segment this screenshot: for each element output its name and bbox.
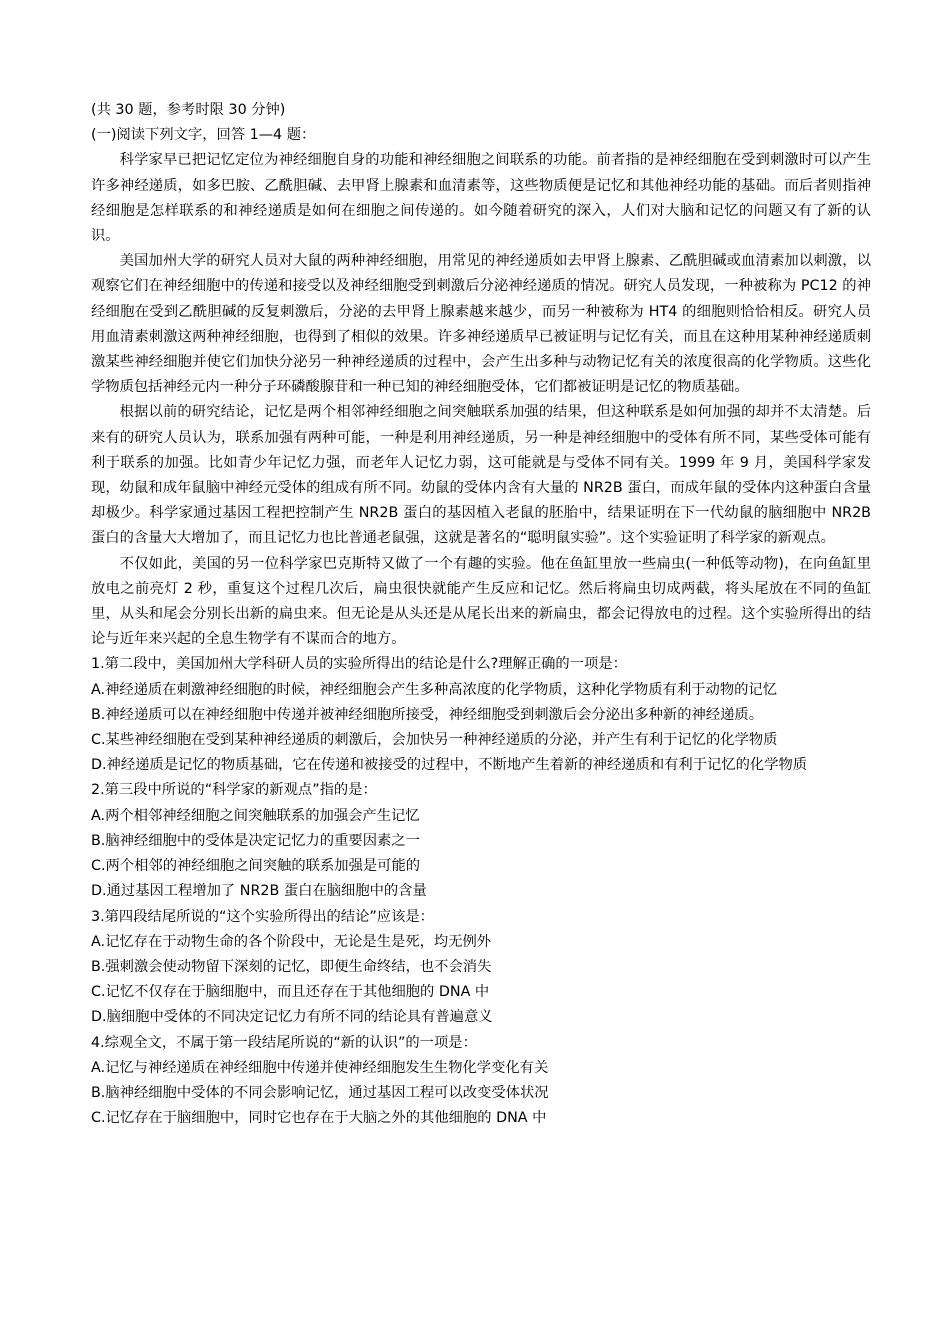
option-d: D.通过基因工程增加了 NR2B 蛋白在脑细胞中的含量 (91, 883, 427, 900)
passage-paragraph-4: 不仅如此，美国的另一位科学家巴克斯特又做了一个有趣的实验。他在鱼缸里放一些扁虫(一种低等动物)，在向鱼缸里放电之前亮灯 2 秒，重复这个过程几次后，扁虫很快就能产生反应和记忆。然后将扁虫切成两截，将头尾放在不同的鱼缸里，从头和尾会分别长出新的扁虫来。但无论是从头还是从尾长出来的新扁虫，都会记得放电的过程。这个实验所得出的结论与近年来兴起的全息生物学有不谋而合的地方。 (91, 555, 871, 648)
option-d: D.神经递质是记忆的物质基础，它在传递和被接受的过程中，不断地产生着新的神经递质和有利于记忆的化学物质 (91, 757, 808, 774)
option-b: B.脑神经细胞中受体的不同会影响记忆，通过基因工程可以改变受体状况 (91, 1084, 549, 1101)
passage-paragraph-1: 科学家早已把记忆定位为神经细胞自身的功能和神经细胞之间联系的功能。前者指的是神经细胞在受到刺激时可以产生许多神经递质，如多巴胺、乙酰胆碱、去甲肾上腺素和血清素等，这些物质便是记忆和其他神经功能的基础。而后者则指神经细胞是怎样联系的和神经递质是如何在细胞之间传递的。如今随着研究的深入，人们对大脑和记忆的问题又有了新的认识。 (91, 152, 871, 245)
question-4 (91, 1031, 871, 1132)
question-stem: 3.第四段结尾所说的“这个实验所得出的结论”应该是： (91, 908, 434, 925)
question-stem: 4.综观全文，不属于第一段结尾所说的“新的认识”的一项是： (91, 1034, 477, 1051)
option-b: B.脑神经细胞中的受体是决定记忆力的重要因素之一 (91, 832, 420, 849)
question-2 (91, 778, 871, 904)
option-c: C.两个相邻的神经细胞之间突触的联系加强是可能的 (91, 858, 421, 875)
document-page (91, 98, 871, 1131)
option-b: B.强刺激会使动物留下深刻的记忆，即便生命终结，也不会消失 (91, 958, 492, 975)
option-c: C.某些神经细胞在受到某种神经递质的刺激后，会加快另一种神经递质的分泌，并产生有利于记忆的化学物质 (91, 732, 778, 749)
option-d: D.脑细胞中受体的不同决定记忆力有所不同的结论具有普遍意义 (91, 1009, 493, 1026)
option-b: B.神经递质可以在神经细胞中传递并被神经细胞所接受，神经细胞受到刺激后会分泌出多种新的神经递质。 (91, 706, 764, 723)
question-stem: 2.第三段中所说的“科学家的新观点”指的是： (91, 782, 377, 799)
question-1 (91, 652, 871, 778)
option-a: A.记忆与神经递质在神经细胞中传递并使神经细胞发生生物化学变化有关 (91, 1059, 549, 1076)
option-c: C.记忆不仅存在于脑细胞中，而且还存在于其他细胞的 DNA 中 (91, 984, 490, 1001)
section-instruction: (一)阅读下列文字，回答 1—4 题： (91, 127, 316, 144)
question-stem: 1.第二段中，美国加州大学科研人员的实验所得出的结论是什么?理解正确的一项是： (91, 656, 627, 673)
passage-paragraph-2: 美国加州大学的研究人员对大鼠的两种神经细胞，用常见的神经递质如去甲肾上腺素、乙酰胆碱或血清素加以刺激，以观察它们在神经细胞中的传递和接受以及神经细胞受到刺激后分泌神经递质的情况。研究人员发现，一种被称为 PC12 的神经细胞在受到乙酰胆碱的反复刺激后，分泌的去甲肾上腺素越来越少，而另一种被称为 HT4 的细胞则恰恰相反。研究人员用血清素刺激这两种神经细胞，也得到了相似的效果。许多神经递质早已被证明与记忆有关，而且在这种用某种神经递质刺激某些神经细胞并使它们加快分泌另一种神经递质的过程中，会产生出多种与动物记忆有关的浓度很高的化学物质。这些化学物质包括神经元内一种分子环磷酸腺苷和一种已知的神经细胞受体，它们都被证明是记忆的物质基础。 (91, 253, 871, 396)
option-a: A.两个相邻神经细胞之间突触联系的加强会产生记忆 (91, 807, 420, 824)
passage-paragraph-3: 根据以前的研究结论，记忆是两个相邻神经细胞之间突触联系加强的结果，但这种联系是如何加强的却并不太清楚。后来有的研究人员认为，联系加强有两种可能，一种是利用神经递质，另一种是神经细胞中的受体有所不同，某些受体可能有利于联系的加强。比如青少年记忆力强，而老年人记忆力弱，这可能就是与受体不同有关。1999 年 9 月，美国科学家发现，幼鼠和成年鼠脑中神经元受体的组成有所不同。幼鼠的受体内含有大量的 NR2B 蛋白，而成年鼠的受体内这种蛋白含量却极少。科学家通过基因工程把控制产生 NR2B 蛋白的基因植入老鼠的胚胎中，结果证明在下一代幼鼠的脑细胞中 NR2B 蛋白的含量大大增加了，而且记忆力也比普通老鼠强，这就是著名的“聪明鼠实验”。这个实验证明了科学家的新观点。 (91, 404, 871, 547)
option-c: C.记忆存在于脑细胞中，同时它也存在于大脑之外的其他细胞的 DNA 中 (91, 1110, 547, 1127)
option-a: A.神经递质在刺激神经细胞的时候，神经细胞会产生多种高浓度的化学物质，这种化学物质有利于动物的记忆 (91, 681, 778, 698)
option-a: A.记忆存在于动物生命的各个阶段中，无论是生是死，均无例外 (91, 933, 492, 950)
exam-note: (共 30 题，参考时限 30 分钟) (91, 102, 286, 118)
question-3 (91, 905, 871, 1031)
